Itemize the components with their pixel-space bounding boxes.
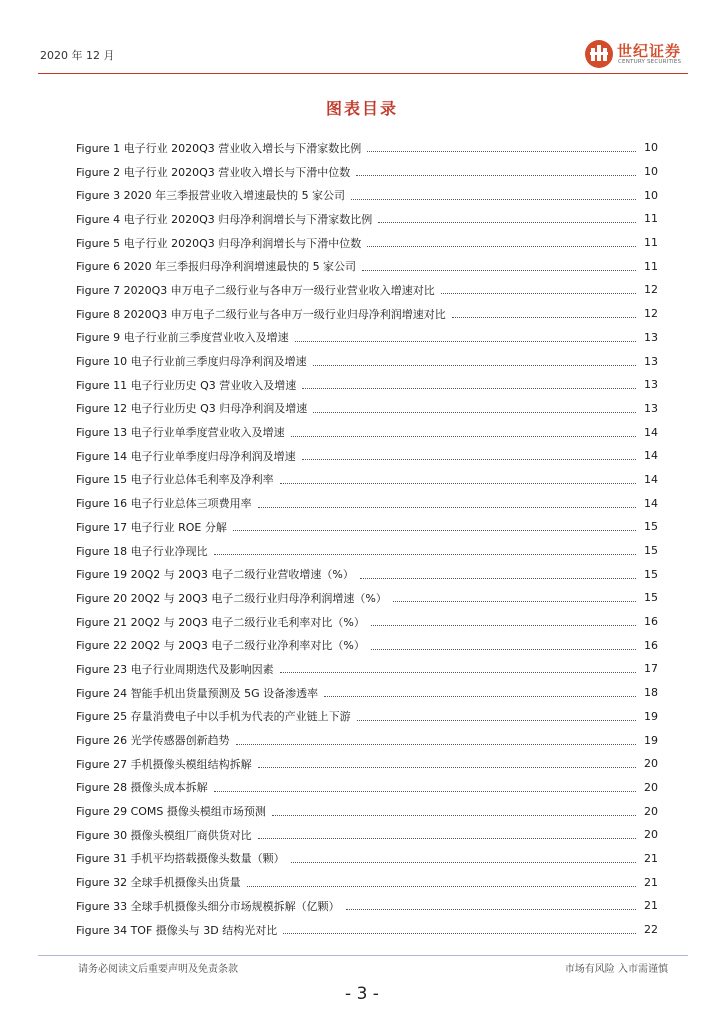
toc-entry-page: 11 — [644, 259, 658, 273]
toc-entry[interactable] — [76, 397, 658, 421]
toc-entry[interactable] — [76, 562, 658, 586]
toc-entry[interactable] — [76, 254, 658, 278]
toc-entry[interactable] — [76, 633, 658, 657]
toc-leader-dots — [280, 672, 636, 673]
toc-entry-page: 16 — [644, 615, 658, 629]
toc-entry[interactable] — [76, 326, 658, 350]
toc-entry[interactable] — [76, 302, 658, 326]
toc-entry-page: 21 — [644, 875, 658, 889]
toc-entry-page: 10 — [644, 141, 658, 155]
toc-entry-page: 14 — [644, 425, 658, 439]
toc-leader-dots — [233, 530, 636, 531]
toc-entry-label: Figure 4 电子行业 2020Q3 归母净利润增长与下滑家数比例 — [76, 212, 373, 226]
toc-leader-dots — [258, 767, 636, 768]
toc-entry-label: Figure 31 手机平均搭载摄像头数量（颗） — [76, 852, 285, 866]
logo-name-cn: 世纪证券 — [617, 42, 682, 60]
footer-divider — [38, 955, 688, 956]
toc-leader-dots — [441, 293, 636, 294]
toc-entry-page: 20 — [644, 828, 658, 842]
toc-entry-label: Figure 21 20Q2 与 20Q3 电子二级行业毛利率对比（%） — [76, 615, 365, 629]
toc-entry[interactable] — [76, 823, 658, 847]
toc-entry[interactable] — [76, 420, 658, 444]
toc-entry-page: 16 — [644, 638, 658, 652]
toc-entry-label: Figure 16 电子行业总体三项费用率 — [76, 497, 252, 511]
toc-leader-dots — [351, 199, 636, 200]
toc-leader-dots — [346, 909, 636, 910]
toc-leader-dots — [371, 625, 636, 626]
toc-entry-page: 19 — [644, 709, 658, 723]
toc-entry-page: 20 — [644, 757, 658, 771]
toc-entry[interactable] — [76, 847, 658, 871]
toc-entry[interactable] — [76, 539, 658, 563]
toc-leader-dots — [214, 791, 636, 792]
toc-entry[interactable] — [76, 136, 658, 160]
toc-list — [76, 136, 658, 941]
toc-leader-dots — [313, 412, 636, 413]
toc-leader-dots — [356, 175, 636, 176]
toc-entry-page: 19 — [644, 733, 658, 747]
toc-entry[interactable] — [76, 776, 658, 800]
toc-entry-label: Figure 28 摄像头成本拆解 — [76, 781, 208, 795]
toc-entry[interactable] — [76, 610, 658, 634]
toc-leader-dots — [272, 815, 636, 816]
toc-entry-page: 13 — [644, 378, 658, 392]
toc-leader-dots — [357, 720, 636, 721]
toc-entry[interactable] — [76, 444, 658, 468]
toc-leader-dots — [324, 696, 636, 697]
toc-leader-dots — [295, 341, 636, 342]
toc-entry[interactable] — [76, 586, 658, 610]
toc-entry-page: 13 — [644, 330, 658, 344]
toc-entry-label: Figure 14 电子行业单季度归母净利润及增速 — [76, 449, 296, 463]
toc-entry-label: Figure 13 电子行业单季度营业收入及增速 — [76, 426, 285, 440]
toc-entry-label: Figure 24 智能手机出货量预测及 5G 设备渗透率 — [76, 686, 319, 700]
toc-entry-label: Figure 9 电子行业前三季度营业收入及增速 — [76, 331, 289, 345]
toc-entry-label: Figure 19 20Q2 与 20Q3 电子二级行业营收增速（%） — [76, 568, 354, 582]
header-divider — [38, 73, 688, 74]
toc-leader-dots — [360, 578, 636, 579]
toc-leader-dots — [291, 436, 636, 437]
toc-leader-dots — [378, 222, 636, 223]
toc-entry-label: Figure 6 2020 年三季报归母净利润增速最快的 5 家公司 — [76, 260, 357, 274]
toc-entry-page: 12 — [644, 307, 658, 321]
toc-entry-page: 15 — [644, 544, 658, 558]
toc-entry-label: Figure 2 电子行业 2020Q3 营业收入增长与下滑中位数 — [76, 165, 351, 179]
toc-entry-page: 15 — [644, 567, 658, 581]
toc-entry[interactable] — [76, 657, 658, 681]
toc-entry-page: 15 — [644, 520, 658, 534]
toc-entry-page: 22 — [644, 923, 658, 937]
toc-entry-label: Figure 12 电子行业历史 Q3 归母净利润及增速 — [76, 402, 308, 416]
toc-leader-dots — [367, 246, 636, 247]
toc-leader-dots — [291, 862, 636, 863]
logo-name-en: CENTURY SECURITIES — [618, 59, 682, 65]
toc-entry[interactable] — [76, 918, 658, 942]
toc-entry[interactable] — [76, 870, 658, 894]
toc-leader-dots — [313, 365, 636, 366]
toc-entry[interactable] — [76, 231, 658, 255]
toc-entry-label: Figure 11 电子行业历史 Q3 营业收入及增速 — [76, 378, 297, 392]
toc-entry[interactable] — [76, 160, 658, 184]
toc-leader-dots — [452, 317, 636, 318]
toc-entry[interactable] — [76, 491, 658, 515]
toc-leader-dots — [214, 554, 636, 555]
toc-entry-page: 20 — [644, 780, 658, 794]
toc-entry[interactable] — [76, 373, 658, 397]
toc-leader-dots — [393, 601, 636, 602]
toc-entry-label: Figure 33 全球手机摄像头细分市场规模拆解（亿颗） — [76, 899, 340, 913]
toc-entry-page: 10 — [644, 165, 658, 179]
toc-entry-label: Figure 20 20Q2 与 20Q3 电子二级行业归母净利润增速（%） — [76, 591, 387, 605]
toc-entry[interactable] — [76, 752, 658, 776]
toc-entry-page: 15 — [644, 591, 658, 605]
footer-risk-notice: 市场有风险 入市需谨慎 — [564, 964, 668, 975]
company-logo — [585, 38, 695, 72]
toc-entry-label: Figure 26 光学传感器创新趋势 — [76, 734, 230, 748]
toc-entry-label: Figure 34 TOF 摄像头与 3D 结构光对比 — [76, 923, 278, 937]
report-date: 2020 年 12 月 — [40, 49, 115, 62]
toc-entry-label: Figure 3 2020 年三季报营业收入增速最快的 5 家公司 — [76, 189, 346, 203]
toc-entry[interactable] — [76, 799, 658, 823]
toc-leader-dots — [283, 933, 636, 934]
toc-leader-dots — [280, 483, 636, 484]
toc-entry-page: 14 — [644, 496, 658, 510]
toc-entry-label: Figure 32 全球手机摄像头出货量 — [76, 876, 241, 890]
toc-leader-dots — [247, 886, 636, 887]
toc-entry-label: Figure 23 电子行业周期迭代及影响因素 — [76, 662, 274, 676]
toc-entry-label: Figure 27 手机摄像头模组结构拆解 — [76, 757, 252, 771]
toc-entry-label: Figure 5 电子行业 2020Q3 归母净利润增长与下滑中位数 — [76, 236, 362, 250]
toc-entry-page: 21 — [644, 899, 658, 913]
toc-entry-page: 13 — [644, 354, 658, 368]
toc-entry[interactable] — [76, 515, 658, 539]
toc-entry-label: Figure 17 电子行业 ROE 分解 — [76, 520, 227, 534]
toc-entry-page: 20 — [644, 804, 658, 818]
toc-entry[interactable] — [76, 681, 658, 705]
toc-entry-page: 12 — [644, 283, 658, 297]
toc-entry-label: Figure 30 摄像头模组厂商供货对比 — [76, 828, 252, 842]
toc-leader-dots — [362, 270, 636, 271]
toc-leader-dots — [258, 507, 636, 508]
toc-leader-dots — [302, 459, 636, 460]
page-number: - 3 - — [345, 984, 379, 1004]
toc-leader-dots — [371, 649, 636, 650]
toc-entry[interactable] — [76, 207, 658, 231]
toc-entry-label: Figure 10 电子行业前三季度归母净利润及增速 — [76, 355, 307, 369]
toc-entry-label: Figure 18 电子行业净现比 — [76, 544, 208, 558]
toc-entry-page: 14 — [644, 472, 658, 486]
toc-leader-dots — [302, 388, 636, 389]
toc-entry[interactable] — [76, 468, 658, 492]
toc-leader-dots — [236, 744, 636, 745]
toc-entry-label: Figure 15 电子行业总体毛利率及净利率 — [76, 473, 274, 487]
toc-entry[interactable] — [76, 349, 658, 373]
toc-entry-label: Figure 29 COMS 摄像头模组市场预测 — [76, 805, 266, 819]
toc-leader-dots — [367, 151, 636, 152]
toc-entry-page: 11 — [644, 212, 658, 226]
footer-disclaimer: 请务必阅读文后重要声明及免责条款 — [78, 964, 238, 975]
toc-entry-page: 10 — [644, 188, 658, 202]
toc-entry[interactable] — [76, 183, 658, 207]
toc-entry[interactable] — [76, 705, 658, 729]
toc-entry-label: Figure 7 2020Q3 申万电子二级行业与各申万一级行业营业收入增速对比 — [76, 283, 435, 297]
toc-entry-page: 17 — [644, 662, 658, 676]
toc-entry[interactable] — [76, 728, 658, 752]
toc-entry-label: Figure 25 存量消费电子中以手机为代表的产业链上下游 — [76, 710, 351, 724]
toc-entry-label: Figure 8 2020Q3 申万电子二级行业与各申万一级行业归母净利润增速对比 — [76, 307, 446, 321]
toc-entry-label: Figure 1 电子行业 2020Q3 营业收入增长与下滑家数比例 — [76, 141, 362, 155]
toc-entry-label: Figure 22 20Q2 与 20Q3 电子二级行业净利率对比（%） — [76, 639, 365, 653]
toc-entry-page: 13 — [644, 401, 658, 415]
toc-entry[interactable] — [76, 894, 658, 918]
toc-entry-page: 18 — [644, 686, 658, 700]
toc-entry-page: 21 — [644, 851, 658, 865]
toc-entry-page: 14 — [644, 449, 658, 463]
toc-leader-dots — [258, 838, 636, 839]
toc-entry[interactable] — [76, 278, 658, 302]
logo-emblem-icon — [585, 40, 613, 68]
toc-entry-page: 11 — [644, 236, 658, 250]
toc-title: 图表目录 — [325, 99, 398, 118]
